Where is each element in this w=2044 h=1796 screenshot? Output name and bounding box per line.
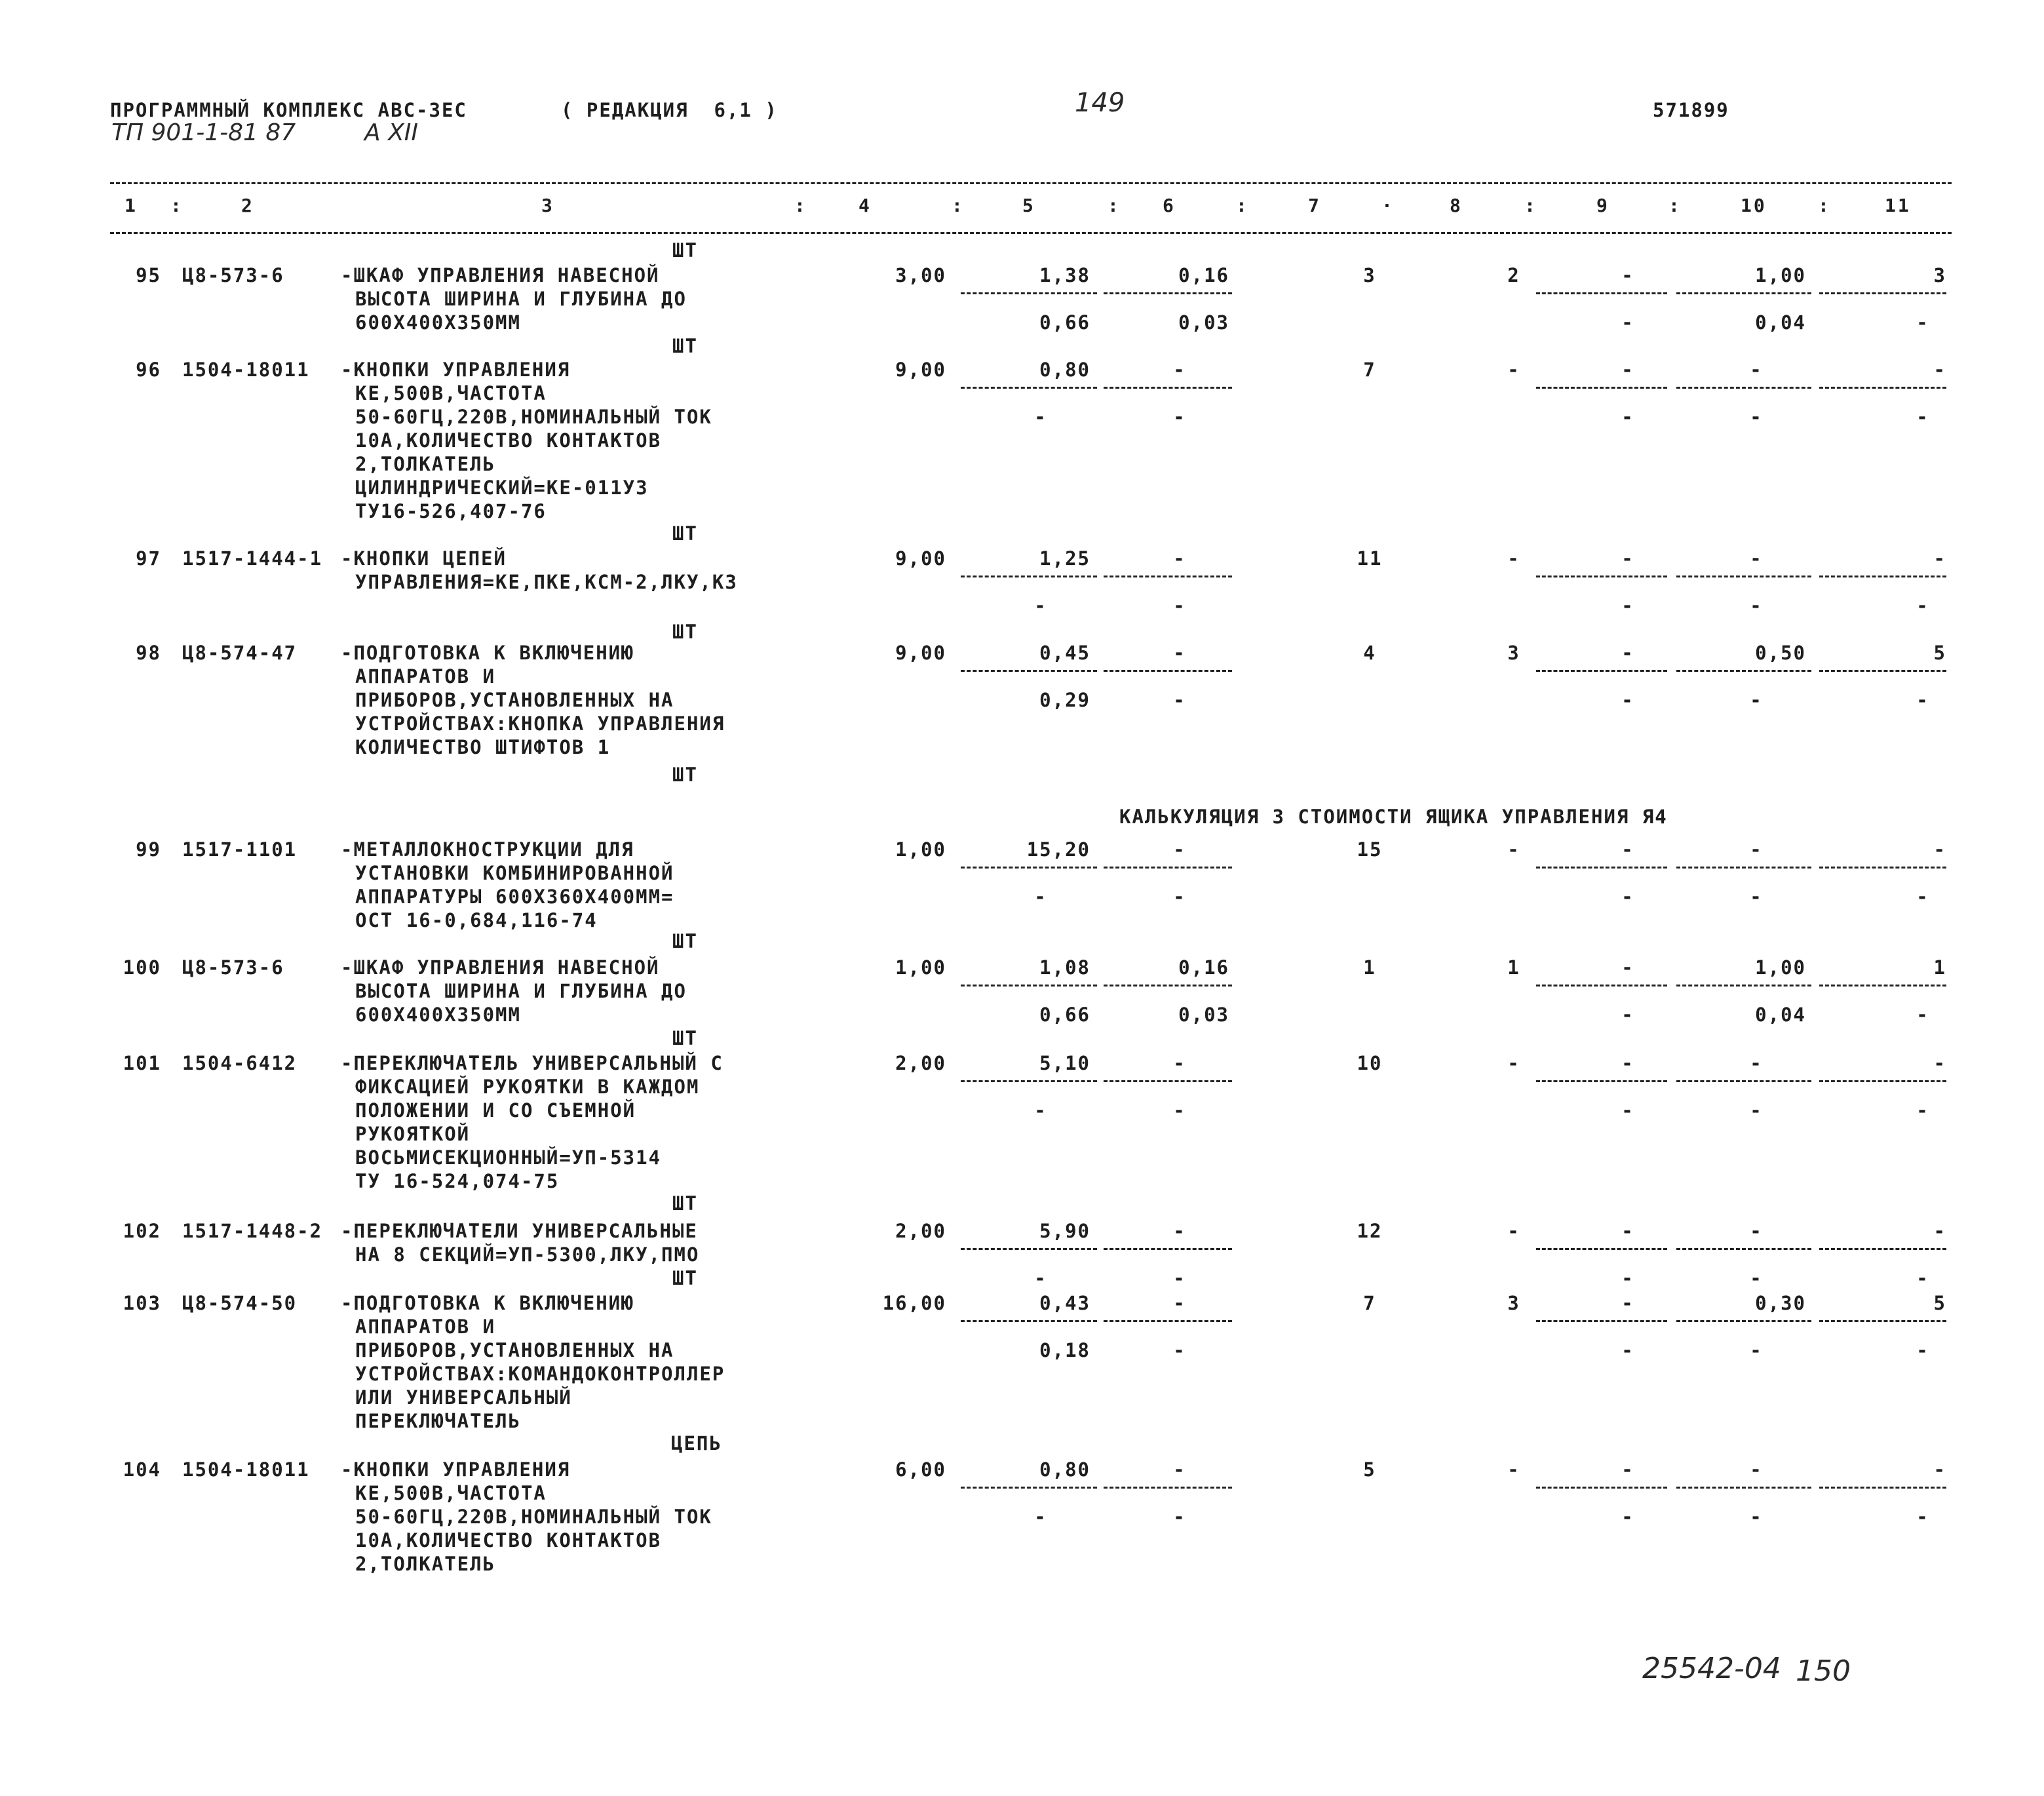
- machine-value: 1: [1507, 956, 1520, 979]
- machine-value: -: [1507, 1458, 1520, 1481]
- cost-wages-lower: 0,03: [1178, 1004, 1229, 1026]
- column-header-cell: 2: [241, 195, 254, 216]
- row-description-line: 600Х400Х350ММ: [355, 1004, 521, 1026]
- row-code: Ц8-574-50: [182, 1292, 298, 1314]
- labor-value: 10: [1357, 1052, 1383, 1074]
- col10-value: -: [1750, 1458, 1763, 1481]
- col10-value: 1,00: [1755, 956, 1806, 979]
- cost-wages: -: [1173, 1458, 1186, 1481]
- column-header-cell: 8: [1450, 195, 1463, 216]
- qty-value: 9,00: [895, 359, 946, 381]
- cost-wages: -: [1173, 1292, 1186, 1314]
- row-description-line: -КНОПКИ УПРАВЛЕНИЯ: [341, 1458, 571, 1481]
- fraction-rule: [1104, 1320, 1232, 1322]
- row-description-line: 2,ТОЛКАТЕЛЬ: [355, 1553, 496, 1575]
- row-number: 97: [136, 547, 161, 570]
- program-title: ПРОГРАММНЫЙ КОМПЛЕКС АВС-3ЕС: [110, 99, 467, 121]
- fraction-rule: [1819, 1248, 1946, 1250]
- row-description-line: РУКОЯТКОЙ: [355, 1123, 471, 1145]
- qty-value: 9,00: [895, 547, 946, 570]
- column-header-cell: 7: [1308, 195, 1321, 216]
- row-description-line: НА 8 СЕКЦИЙ=УП-5300,ЛКУ,ПМО: [355, 1243, 700, 1266]
- fraction-rule: [1819, 670, 1946, 672]
- cost-wages-lower: 0,03: [1178, 311, 1229, 334]
- cost-wages-lower: -: [1173, 595, 1186, 617]
- qty-value: 2,00: [895, 1052, 946, 1074]
- sheet-number: 150: [1796, 1654, 1851, 1688]
- column-header-cell: 9: [1596, 195, 1610, 216]
- cost-total-lower: -: [1034, 1506, 1047, 1528]
- unit-label: ШТ: [672, 239, 698, 262]
- col10-value: 0,30: [1755, 1292, 1806, 1314]
- row-code: 1504-18011: [182, 359, 310, 381]
- row-description-line: -МЕТАЛЛОКНОСТРУКЦИИ ДЛЯ: [341, 838, 634, 861]
- cost-total: 0,43: [1039, 1292, 1090, 1314]
- row-description-line: УСТРОЙСТВАХ:КНОПКА УПРАВЛЕНИЯ: [355, 713, 725, 735]
- col10-lower: -: [1750, 1506, 1763, 1528]
- row-description-line: ПРИБОРОВ,УСТАНОВЛЕННЫХ НА: [355, 1339, 674, 1361]
- col9-lower: -: [1621, 406, 1634, 428]
- cost-total-lower: 0,66: [1039, 311, 1090, 334]
- col11-value: -: [1933, 838, 1946, 861]
- cost-wages-lower: -: [1173, 406, 1186, 428]
- column-header-cell: 4: [858, 195, 872, 216]
- machine-value: 3: [1507, 1292, 1520, 1314]
- cost-total-lower: -: [1034, 595, 1047, 617]
- fraction-rule: [1819, 576, 1946, 577]
- col10-lower: -: [1750, 1099, 1763, 1122]
- fraction-rule: [1536, 1080, 1667, 1082]
- col10-value: -: [1750, 359, 1763, 381]
- row-description-line: АППАРАТОВ И: [355, 1316, 496, 1338]
- row-description-line: ПРИБОРОВ,УСТАНОВЛЕННЫХ НА: [355, 689, 674, 711]
- column-header-cell: 5: [1022, 195, 1035, 216]
- row-description-line: ТУ16-526,407-76: [355, 500, 547, 522]
- col10-lower: 0,04: [1755, 311, 1806, 334]
- fraction-rule: [1536, 292, 1667, 294]
- fraction-rule: [1676, 867, 1811, 869]
- cost-wages-lower: -: [1173, 1506, 1186, 1528]
- row-description-line: ПОЛОЖЕНИИ И СО СЪЕМНОЙ: [355, 1099, 636, 1122]
- cost-total: 15,20: [1026, 838, 1090, 861]
- row-code: Ц8-573-6: [182, 956, 284, 979]
- fraction-rule: [961, 867, 1097, 869]
- project-number: ТП 901-1-81 87: [111, 119, 296, 146]
- row-code: 1504-6412: [182, 1052, 298, 1074]
- cost-wages: -: [1173, 359, 1186, 381]
- col11-lower: -: [1916, 1099, 1929, 1122]
- col10-lower: 0,04: [1755, 1004, 1806, 1026]
- labor-value: 11: [1357, 547, 1383, 570]
- header-rule-top: [110, 182, 1952, 184]
- fraction-rule: [1104, 985, 1232, 986]
- col10-lower: -: [1750, 406, 1763, 428]
- col11-value: -: [1933, 547, 1946, 570]
- column-header-cell: :: [170, 195, 183, 216]
- row-number: 101: [123, 1052, 161, 1074]
- col11-value: -: [1933, 1052, 1946, 1074]
- col11-lower: -: [1916, 595, 1929, 617]
- cost-total: 0,45: [1039, 642, 1090, 664]
- document-code: 571899: [1653, 99, 1729, 121]
- cost-total-lower: -: [1034, 886, 1047, 908]
- labor-value: 12: [1357, 1220, 1383, 1242]
- row-description-line: -ПЕРЕКЛЮЧАТЕЛЬ УНИВЕРСАЛЬНЫЙ С: [341, 1052, 723, 1074]
- col9-value: -: [1621, 642, 1634, 664]
- unit-label: ШТ: [672, 335, 698, 357]
- fraction-rule: [1104, 292, 1232, 294]
- cost-wages: -: [1173, 547, 1186, 570]
- col9-lower: -: [1621, 1099, 1634, 1122]
- row-number: 104: [123, 1458, 161, 1481]
- col9-lower: -: [1621, 595, 1634, 617]
- cost-total: 1,25: [1039, 547, 1090, 570]
- row-number: 102: [123, 1220, 161, 1242]
- cost-total-lower: -: [1034, 1099, 1047, 1122]
- row-code: 1517-1444-1: [182, 547, 323, 570]
- fraction-rule: [1676, 576, 1811, 577]
- col9-lower: -: [1621, 1004, 1634, 1026]
- column-header-cell: :: [1818, 195, 1831, 216]
- row-number: 98: [136, 642, 161, 664]
- cost-total-lower: -: [1034, 1267, 1047, 1289]
- row-description-line: ЦИЛИНДРИЧЕСКИЙ=КЕ-011У3: [355, 477, 649, 499]
- row-description-line: ТУ 16-524,074-75: [355, 1170, 560, 1192]
- labor-value: 7: [1363, 1292, 1376, 1314]
- fraction-rule: [961, 1248, 1097, 1250]
- cost-total-lower: 0,29: [1039, 689, 1090, 711]
- row-description-line: -ПОДГОТОВКА К ВКЛЮЧЕНИЮ: [341, 642, 634, 664]
- row-description-line: ФИКСАЦИЕЙ РУКОЯТКИ В КАЖДОМ: [355, 1076, 700, 1098]
- col11-value: -: [1933, 1458, 1946, 1481]
- column-header-cell: :: [1524, 195, 1537, 216]
- cost-total: 5,10: [1039, 1052, 1090, 1074]
- machine-value: 2: [1507, 264, 1520, 286]
- row-description-line: УСТРОЙСТВАХ:КОМАНДОКОНТРОЛЛЕР: [355, 1363, 725, 1385]
- fraction-rule: [1104, 1487, 1232, 1489]
- fraction-rule: [961, 985, 1097, 986]
- fraction-rule: [1676, 985, 1811, 986]
- col10-value: 0,50: [1755, 642, 1806, 664]
- row-description-line: ПЕРЕКЛЮЧАТЕЛЬ: [355, 1410, 521, 1432]
- fraction-rule: [1104, 387, 1232, 389]
- machine-value: -: [1507, 547, 1520, 570]
- col11-lower: -: [1916, 689, 1929, 711]
- fraction-rule: [1676, 387, 1811, 389]
- unit-label: ШТ: [672, 1027, 698, 1049]
- col9-value: -: [1621, 359, 1634, 381]
- column-header-cell: :: [952, 195, 965, 216]
- col11-lower: -: [1916, 311, 1929, 334]
- col9-value: -: [1621, 838, 1634, 861]
- col10-lower: -: [1750, 886, 1763, 908]
- row-code: 1504-18011: [182, 1458, 310, 1481]
- fraction-rule: [961, 1080, 1097, 1082]
- cost-total-lower: 0,18: [1039, 1339, 1090, 1361]
- row-description-line: ВОСЬМИСЕКЦИОННЫЙ=УП-5314: [355, 1146, 662, 1169]
- fraction-rule: [1104, 1248, 1232, 1250]
- cost-wages: 0,16: [1178, 264, 1229, 286]
- col9-value: -: [1621, 264, 1634, 286]
- fraction-rule: [961, 1320, 1097, 1322]
- cost-total-lower: 0,66: [1039, 1004, 1090, 1026]
- column-header-cell: 6: [1163, 195, 1176, 216]
- fraction-rule: [1536, 387, 1667, 389]
- unit-label: ШТ: [672, 621, 698, 643]
- cost-total: 5,90: [1039, 1220, 1090, 1242]
- row-code: 1517-1448-2: [182, 1220, 323, 1242]
- album-number: А XII: [364, 119, 418, 146]
- row-description-line: 50-60ГЦ,220В,НОМИНАЛЬНЫЙ ТОК: [355, 1506, 712, 1528]
- labor-value: 4: [1363, 642, 1376, 664]
- col9-value: -: [1621, 956, 1634, 979]
- unit-label: ШТ: [672, 522, 698, 545]
- fraction-rule: [1536, 985, 1667, 986]
- qty-value: 6,00: [895, 1458, 946, 1481]
- cost-wages-lower: -: [1173, 689, 1186, 711]
- fraction-rule: [1676, 1320, 1811, 1322]
- fraction-rule: [1536, 867, 1667, 869]
- row-description-line: 50-60ГЦ,220В,НОМИНАЛЬНЫЙ ТОК: [355, 406, 712, 428]
- row-description-line: АППАРАТОВ И: [355, 665, 496, 688]
- cost-wages-lower: -: [1173, 1267, 1186, 1289]
- row-description-line: -ПЕРЕКЛЮЧАТЕЛИ УНИВЕРСАЛЬНЫЕ: [341, 1220, 698, 1242]
- unit-label: ЦЕПЬ: [671, 1432, 722, 1454]
- row-number: 103: [123, 1292, 161, 1314]
- column-header-cell: 11: [1885, 195, 1911, 216]
- cost-total: 0,80: [1039, 359, 1090, 381]
- row-description-line: КЕ,500В,ЧАСТОТА: [355, 382, 547, 404]
- col11-value: -: [1933, 359, 1946, 381]
- row-description-line: -ШКАФ УПРАВЛЕНИЯ НАВЕСНОЙ: [341, 264, 660, 286]
- unit-label: ШТ: [672, 764, 698, 786]
- col9-lower: -: [1621, 689, 1634, 711]
- row-description-line: ВЫСОТА ШИРИНА И ГЛУБИНА ДО: [355, 980, 687, 1002]
- cost-total: 0,80: [1039, 1458, 1090, 1481]
- machine-value: -: [1507, 1052, 1520, 1074]
- fraction-rule: [1536, 576, 1667, 577]
- col10-lower: -: [1750, 595, 1763, 617]
- col11-lower: -: [1916, 1506, 1929, 1528]
- cost-total: 1,38: [1039, 264, 1090, 286]
- unit-label: ШТ: [672, 1192, 698, 1215]
- labor-value: 1: [1363, 956, 1376, 979]
- row-code: Ц8-573-6: [182, 264, 284, 286]
- row-description-line: -ШКАФ УПРАВЛЕНИЯ НАВЕСНОЙ: [341, 956, 660, 979]
- fraction-rule: [1819, 985, 1946, 986]
- col11-lower: -: [1916, 1267, 1929, 1289]
- row-description-line: 600Х400Х350ММ: [355, 311, 521, 334]
- col10-lower: -: [1750, 1267, 1763, 1289]
- fraction-rule: [1104, 1080, 1232, 1082]
- column-header-cell: :: [1236, 195, 1249, 216]
- col9-lower: -: [1621, 886, 1634, 908]
- fraction-rule: [1536, 1487, 1667, 1489]
- row-description-line: -КНОПКИ УПРАВЛЕНИЯ: [341, 359, 571, 381]
- fraction-rule: [961, 1487, 1097, 1489]
- row-description-line: АППАРАТУРЫ 600Х360Х400ММ=: [355, 886, 674, 908]
- col11-value: 5: [1933, 1292, 1946, 1314]
- fraction-rule: [1819, 1487, 1946, 1489]
- machine-value: -: [1507, 359, 1520, 381]
- col9-value: -: [1621, 1052, 1634, 1074]
- column-header-cell: 1: [125, 195, 138, 216]
- qty-value: 1,00: [895, 838, 946, 861]
- fraction-rule: [1104, 670, 1232, 672]
- col9-lower: -: [1621, 311, 1634, 334]
- fraction-rule: [961, 670, 1097, 672]
- row-description-line: ИЛИ УНИВЕРСАЛЬНЫЙ: [355, 1386, 572, 1409]
- cost-wages-lower: -: [1173, 1339, 1186, 1361]
- col10-lower: -: [1750, 689, 1763, 711]
- cost-wages: 0,16: [1178, 956, 1229, 979]
- col11-lower: -: [1916, 1004, 1929, 1026]
- qty-value: 1,00: [895, 956, 946, 979]
- row-description-line: КОЛИЧЕСТВО ШТИФТОВ 1: [355, 736, 611, 758]
- col10-value: -: [1750, 1220, 1763, 1242]
- fraction-rule: [1676, 292, 1811, 294]
- col10-value: -: [1750, 838, 1763, 861]
- edition-label: ( РЕДАКЦИЯ 6,1 ): [561, 99, 778, 121]
- fraction-rule: [1819, 387, 1946, 389]
- handwritten-reference: 25542-04: [1642, 1652, 1781, 1685]
- row-description-line: 10А,КОЛИЧЕСТВО КОНТАКТОВ: [355, 1529, 662, 1552]
- col11-lower: -: [1916, 886, 1929, 908]
- fraction-rule: [1104, 867, 1232, 869]
- column-header-cell: ·: [1381, 195, 1395, 216]
- row-description-line: 2,ТОЛКАТЕЛЬ: [355, 453, 496, 475]
- col10-value: 1,00: [1755, 264, 1806, 286]
- fraction-rule: [1819, 292, 1946, 294]
- row-code: Ц8-574-47: [182, 642, 298, 664]
- qty-value: 3,00: [895, 264, 946, 286]
- col9-value: -: [1621, 1458, 1634, 1481]
- fraction-rule: [1104, 576, 1232, 577]
- row-description-line: УСТАНОВКИ КОМБИНИРОВАННОЙ: [355, 862, 674, 884]
- col9-value: -: [1621, 547, 1634, 570]
- col11-value: 5: [1933, 642, 1946, 664]
- header-rule-bottom: [110, 232, 1952, 234]
- labor-value: 5: [1363, 1458, 1376, 1481]
- col11-lower: -: [1916, 1339, 1929, 1361]
- col11-value: 3: [1933, 264, 1946, 286]
- fraction-rule: [1676, 1080, 1811, 1082]
- machine-value: 3: [1507, 642, 1520, 664]
- col10-lower: -: [1750, 1339, 1763, 1361]
- machine-value: -: [1507, 838, 1520, 861]
- qty-value: 9,00: [895, 642, 946, 664]
- col10-value: -: [1750, 1052, 1763, 1074]
- cost-total-lower: -: [1034, 406, 1047, 428]
- row-number: 100: [123, 956, 161, 979]
- fraction-rule: [961, 292, 1097, 294]
- fraction-rule: [1819, 867, 1946, 869]
- cost-wages-lower: -: [1173, 1099, 1186, 1122]
- col11-lower: -: [1916, 406, 1929, 428]
- fraction-rule: [1676, 1487, 1811, 1489]
- fraction-rule: [1536, 1320, 1667, 1322]
- row-description-line: -ПОДГОТОВКА К ВКЛЮЧЕНИЮ: [341, 1292, 634, 1314]
- row-description-line: КЕ,500В,ЧАСТОТА: [355, 1482, 547, 1504]
- row-number: 95: [136, 264, 161, 286]
- fraction-rule: [961, 387, 1097, 389]
- row-description-line: -КНОПКИ ЦЕПЕЙ: [341, 547, 507, 570]
- col9-lower: -: [1621, 1506, 1634, 1528]
- labor-value: 7: [1363, 359, 1376, 381]
- col9-value: -: [1621, 1220, 1634, 1242]
- labor-value: 15: [1357, 838, 1383, 861]
- qty-value: 16,00: [882, 1292, 946, 1314]
- col11-value: 1: [1933, 956, 1946, 979]
- row-number: 96: [136, 359, 161, 381]
- machine-value: -: [1507, 1220, 1520, 1242]
- column-header-cell: 10: [1741, 195, 1767, 216]
- cost-total: 1,08: [1039, 956, 1090, 979]
- page-number: 149: [1075, 88, 1125, 118]
- row-number: 99: [136, 838, 161, 861]
- cost-wages: -: [1173, 1052, 1186, 1074]
- unit-label: ШТ: [672, 1267, 698, 1289]
- cost-wages: -: [1173, 642, 1186, 664]
- col9-value: -: [1621, 1292, 1634, 1314]
- col11-value: -: [1933, 1220, 1946, 1242]
- row-description-line: ВЫСОТА ШИРИНА И ГЛУБИНА ДО: [355, 288, 687, 310]
- fraction-rule: [961, 576, 1097, 577]
- labor-value: 3: [1363, 264, 1376, 286]
- fraction-rule: [1819, 1320, 1946, 1322]
- column-header-cell: 3: [541, 195, 554, 216]
- cost-wages: -: [1173, 838, 1186, 861]
- col9-lower: -: [1621, 1339, 1634, 1361]
- cost-wages: -: [1173, 1220, 1186, 1242]
- section-title: КАЛЬКУЛЯЦИЯ 3 СТОИМОСТИ ЯЩИКА УПРАВЛЕНИЯ Я4: [1119, 806, 1668, 828]
- column-header-cell: :: [1668, 195, 1682, 216]
- column-header-cell: :: [1108, 195, 1121, 216]
- fraction-rule: [1536, 670, 1667, 672]
- fraction-rule: [1676, 1248, 1811, 1250]
- unit-label: ШТ: [672, 930, 698, 952]
- cost-wages-lower: -: [1173, 886, 1186, 908]
- fraction-rule: [1819, 1080, 1946, 1082]
- col10-value: -: [1750, 547, 1763, 570]
- row-description-line: 10А,КОЛИЧЕСТВО КОНТАКТОВ: [355, 429, 662, 452]
- row-code: 1517-1101: [182, 838, 298, 861]
- fraction-rule: [1536, 1248, 1667, 1250]
- column-header-cell: :: [794, 195, 807, 216]
- col9-lower: -: [1621, 1267, 1634, 1289]
- row-description-line: ОСТ 16-0,684,116-74: [355, 909, 598, 931]
- fraction-rule: [1676, 670, 1811, 672]
- qty-value: 2,00: [895, 1220, 946, 1242]
- row-description-line: УПРАВЛЕНИЯ=КЕ,ПКЕ,КСМ-2,ЛКУ,КЗ: [355, 571, 738, 593]
